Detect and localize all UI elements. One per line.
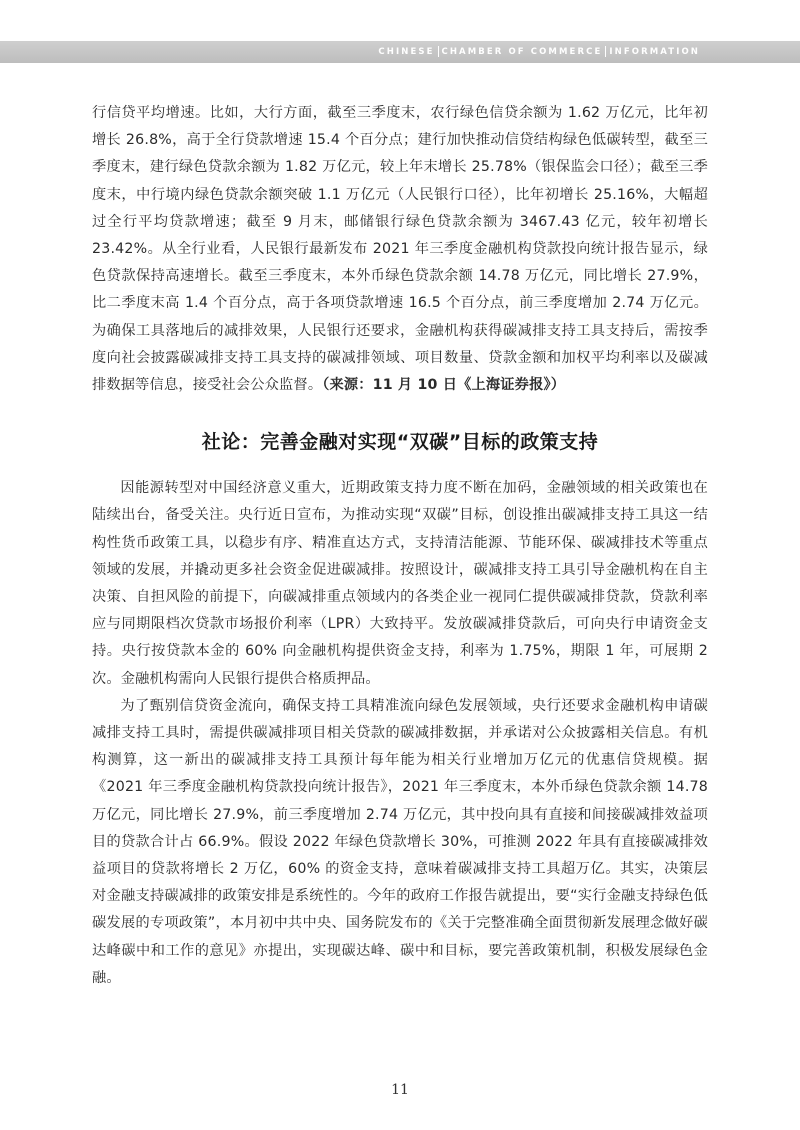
page-number: 11 (391, 1082, 409, 1098)
header-band (0, 41, 800, 63)
page-content (92, 100, 708, 992)
header-part-3: INFORMATION (609, 47, 700, 57)
running-header (378, 41, 700, 63)
article-paragraph-2: 为了甄别信贷资金流向，确保支持工具精准流向绿色发展领域，央行还要求金融机构申请碳减排支持工具时，需提供碳减排项目相关贷款的碳减排数据，并承诺对公众披露相关信息。有机构测算，这一新出的碳减排支持工具预计每年能为相关行业增加万亿元的优惠信贷规模。据《2021 年三季度金融机构贷款投向统计报告》，2021 年三季度末，本外币绿色贷款余额 14.78 万亿元，同比增长 27.9%，前三季度增加 2.74 万亿元，其中投向具有直接和间接碳减排效益项目的贷款合计占 66.9%。假设 2022 年绿色贷款增长 30%，可推测 2022 年具有直接碳减排效益项目的贷款将增长 2 万亿，60% 的资金支持，意味着碳减排支持工具超万亿。其实，决策层对金融支持碳减排的政策安排是系统性的。今年的政府工作报告就提出，要“实行金融支持绿色低碳发展的专项政策”，本月初中共中央、国务院发布的《关于完整准确全面贯彻新发展理念做好碳达峰碳中和工作的意见》亦提出，实现碳达峰、碳中和目标，要完善政策机制，积极发展绿色金融。 (92, 697, 708, 986)
header-part-1: CHINESE (378, 47, 435, 57)
source-citation: （来源：11 月 10 日《上海证券报》） (322, 377, 566, 394)
header-separator (605, 46, 606, 57)
paragraph-text: 行信贷平均增速。比如，大行方面，截至三季度末，农行绿色信贷余额为 1.62 万亿元，比年初增长 26.8%，高于全行贷款增速 15.4 个百分点；建行加快推动信贷结构绿色低碳转型，截至三季度末，建行绿色贷款余额为 1.82 万亿元，较上年末增长 25.78%（银保监会口径）；截至三季度末，中行境内绿色贷款余额突破 1.1 万亿元（人民银行口径），比年初增长 25.16%，大幅超过全行平均贷款增速；截至 9 月末，邮储银行绿色贷款余额为 3467.43 亿元，较年初增长 23.42%。从全行业看，人民银行最新发布 2021 年三季度金融机构贷款投向统计报告显示，绿色贷款保持高速增长。截至三季度末，本外币绿色贷款余额 14.78 万亿元，同比增长 27.9%，比二季度末高 1.4 个百分点，高于各项贷款增速 16.5 个百分点，前三季度增加 2.74 万亿元。为确保工具落地后的减排效果，人民银行还要求，金融机构获得碳减排支持工具支持后，需按季度向社会披露碳减排支持工具支持的碳减排领域、项目数量、贷款金额和加权平均利率以及碳减排数据等信息，接受社会公众监督。 (92, 105, 708, 394)
header-separator (438, 46, 439, 57)
continued-paragraph (92, 100, 708, 399)
article-paragraph-1: 因能源转型对中国经济意义重大，近期政策支持力度不断在加码，金融领域的相关政策也在陆续出台，备受关注。央行近日宣布，为推动实现“双碳”目标，创设推出碳减排支持工具这一结构性货币政策工具，以稳步有序、精准直达方式，支持清洁能源、节能环保、碳减排技术等重点领域的发展，并撬动更多社会资金促进碳减排。按照设计，碳减排支持工具引导金融机构在自主决策、自担风险的前提下，向碳减排重点领域内的各类企业一视同仁提供碳减排贷款，贷款利率应与同期限档次贷款市场报价利率（LPR）大致持平。发放碳减排贷款后，可向央行申请资金支持。央行按贷款本金的 60% 向金融机构提供资金支持，利率为 1.75%，期限 1 年，可展期 2 次。金融机构需向人民银行提供合格质押品。 (92, 480, 708, 687)
article-title: 社论：完善金融对实现“双碳”目标的政策支持 (201, 431, 599, 454)
header-part-2: CHAMBER OF COMMERCE (441, 47, 603, 57)
